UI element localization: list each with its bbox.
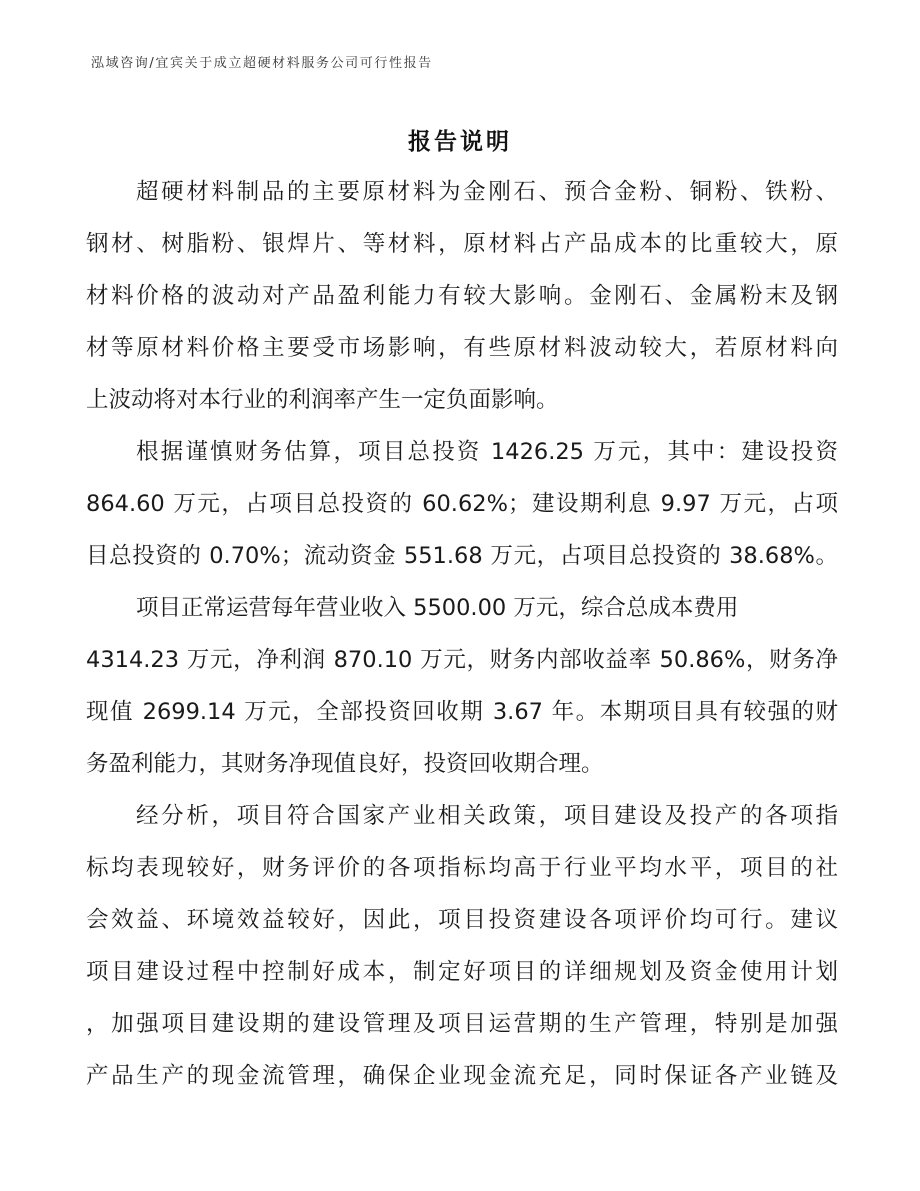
text-line: 产品生产的现金流管理，确保企业现金流充足，同时保证各产业链及 (86, 1063, 838, 1089)
paragraph-analysis (86, 796, 838, 1108)
running-header: 泓域咨询/宜宾关于成立超硬材料服务公司可行性报告 (91, 56, 433, 71)
text-line: 4314.23 万元，净利润 870.10 万元，财务内部收益率 50.86%，财务净 (86, 647, 838, 673)
text-line: 材料价格的波动对产品盈利能力有较大影响。金刚石、金属粉末及钢 (86, 283, 838, 309)
text-line: 项目建设过程中控制好成本，制定好项目的详细规划及资金使用计划 (86, 959, 838, 985)
document-body (86, 172, 838, 1108)
text-line: 864.60 万元，占项目总投资的 60.62%；建设期利息 9.97 万元，占项 (86, 491, 838, 517)
text-line: 项目正常运营每年营业收入 5500.00 万元，综合总成本费用 (136, 595, 739, 621)
paragraph-investment (86, 432, 838, 588)
text-line: 目总投资的 0.70%；流动资金 551.68 万元，占项目总投资的 38.68%。 (86, 543, 838, 569)
paragraph-raw-materials (86, 172, 838, 432)
text-line: ，加强项目建设期的建设管理及项目运营期的生产管理，特别是加强 (86, 1011, 838, 1037)
page-title: 报告说明 (408, 129, 512, 155)
text-line: 标均表现较好，财务评价的各项指标均高于行业平均水平，项目的社 (86, 855, 838, 881)
paragraph-revenue (86, 588, 838, 796)
text-line: 经分析，项目符合国家产业相关政策，项目建设及投产的各项指 (136, 803, 838, 829)
text-line: 务盈利能力，其财务净现值良好，投资回收期合理。 (86, 751, 604, 777)
text-line: 现值 2699.14 万元，全部投资回收期 3.67 年。本期项目具有较强的财 (86, 699, 838, 725)
text-line: 超硬材料制品的主要原材料为金刚石、预合金粉、铜粉、铁粉、 (136, 179, 838, 205)
text-line: 上波动将对本行业的利润率产生一定负面影响。 (86, 387, 559, 413)
text-line: 材等原材料价格主要受市场影响，有些原材料波动较大，若原材料向 (86, 335, 838, 361)
text-line: 根据谨慎财务估算，项目总投资 1426.25 万元，其中：建设投资 (136, 439, 838, 465)
text-line: 会效益、环境效益较好，因此，项目投资建设各项评价均可行。建议 (86, 907, 838, 933)
text-line: 钢材、树脂粉、银焊片、等材料，原材料占产品成本的比重较大，原 (86, 231, 838, 257)
